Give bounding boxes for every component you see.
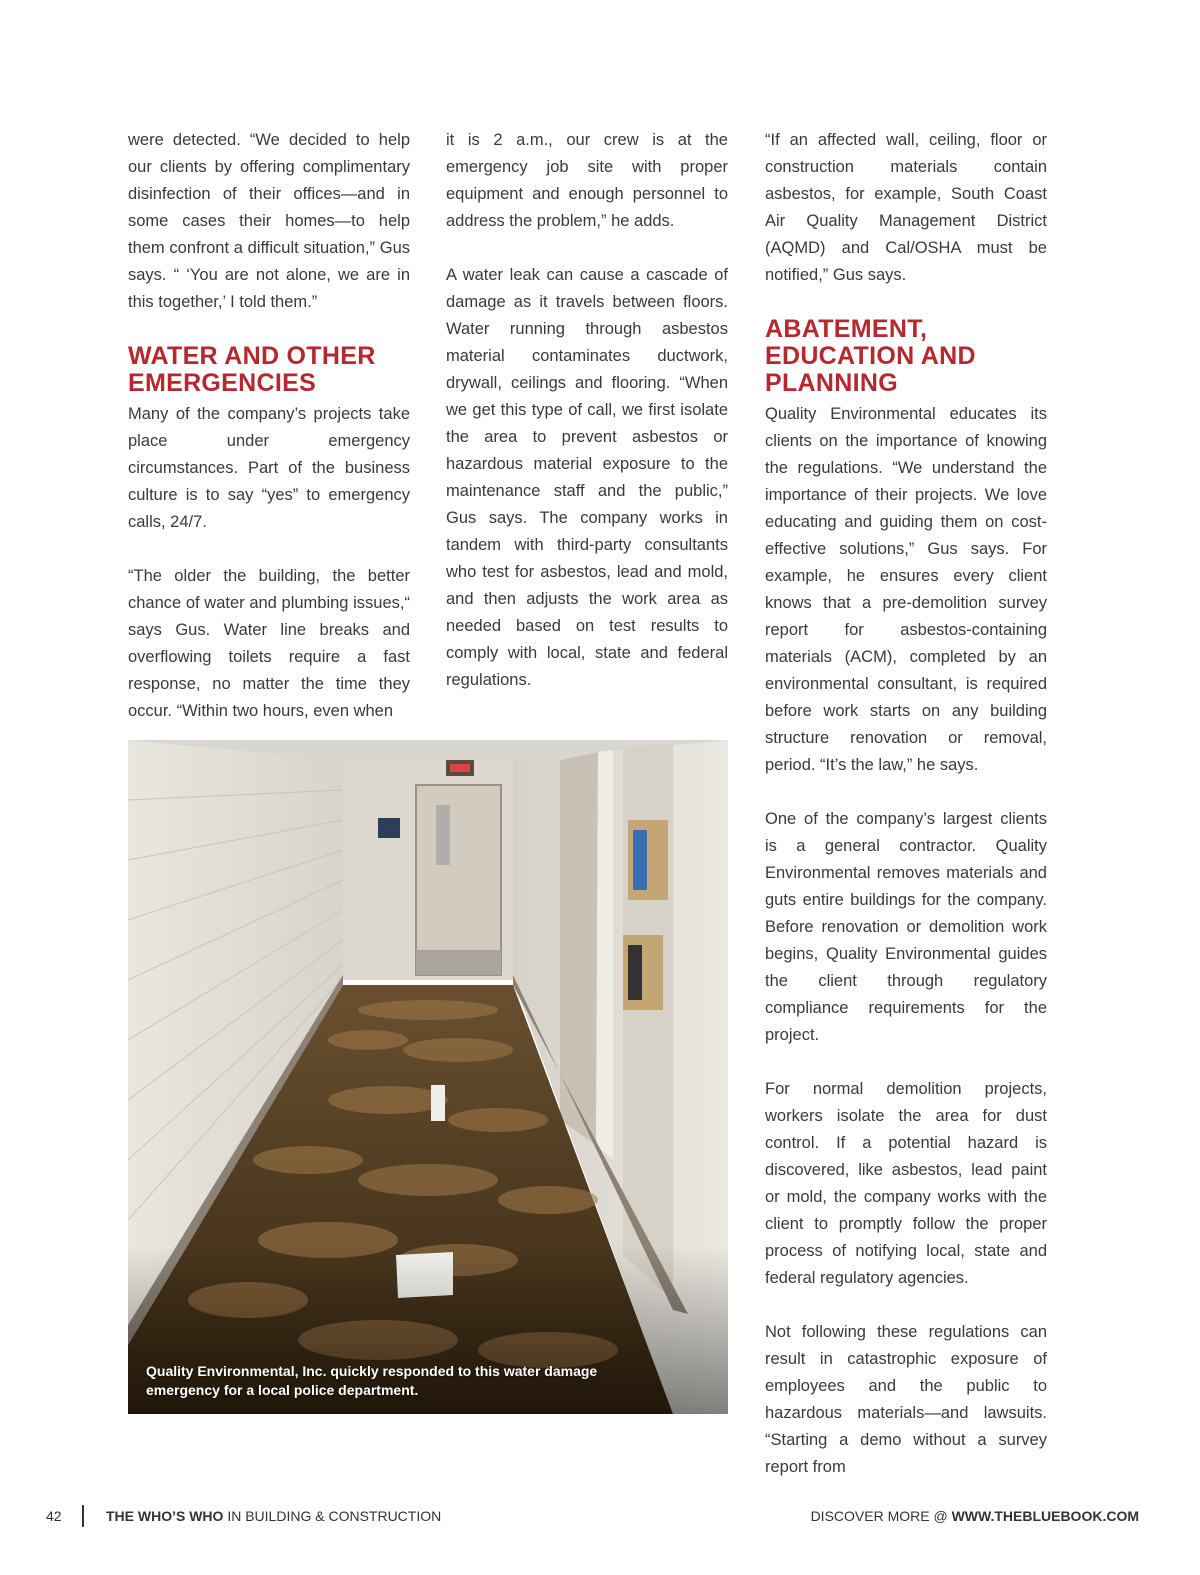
page-number: 42 (46, 1508, 62, 1524)
publication-title-rest: IN BUILDING & CONSTRUCTION (223, 1508, 442, 1524)
column-3-paragraph-2: Quality Environmental educates its clients on the importance of knowing the regulations. “We understand the importance of their projects. We love educating and guiding them on cost-effective solutions,” Gus says. For example, he ensures every client knows that a pre-demolition survey report for asbestos-containing materials (ACM), completed by an environmental consultant, is required before work starts on any building structure renovation or removal, period. “It’s the law,” he says. (765, 405, 1047, 774)
section-heading-water-emergencies: WATER AND OTHER EMERGENCIES (128, 342, 376, 397)
discover-more (811, 1505, 1139, 1527)
column-2-paragraph-2: A water leak can cause a cascade of damage as it travels between floors. Water running through asbestos material contaminates ductwork, drywall, ceilings and flooring. “When we get this type of call, we first isolate the area to prevent asbestos or hazardous material exposure to the maintenance staff and the public,” Gus says. The company works in tandem with third-party consultants who test for asbestos, lead and mold, and then adjusts the work area as needed based on test results to comply with local, state and federal regulations. (446, 266, 728, 689)
website-link[interactable]: WWW.THEBLUEBOOK.COM (951, 1508, 1139, 1524)
publication-title (106, 1505, 441, 1527)
footer-divider (82, 1505, 84, 1527)
column-1 (128, 127, 410, 752)
column-3-paragraph-1: “If an affected wall, ceiling, floor or construction materials contain asbestos, for example, South Coast Air Quality Management District (AQMD) and Cal/OSHA must be notified,” Gus says. (765, 131, 1047, 284)
photo-caption: Quality Environmental, Inc. quickly responded to this water damage emergency for a local police department. (146, 1363, 598, 1398)
column-3-paragraph-4: For normal demolition projects, workers isolate the area for dust control. If a potential hazard is discovered, like asbestos, lead paint or mold, the company works with the client to promptly follow the proper process of notifying local, state and federal regulatory agencies. (765, 1080, 1047, 1287)
hallway-illustration (128, 740, 728, 1414)
column-1-paragraph-2: Many of the company’s projects take place under emergency circumstances. Part of the business culture is to say “yes” to emergency calls, 24/7. (128, 405, 410, 531)
column-1-paragraph-1: were detected. “We decided to help our clients by offering complimentary disinfection of their offices—and in some cases their homes—to help them confront a difficult situation,” Gus says. “ ‘You are not alone, we are in this together,’ I told them.” (128, 131, 410, 311)
column-2 (446, 127, 728, 721)
column-3-paragraph-3: One of the company’s largest clients is a general contractor. Quality Environmental removes materials and guts entire buildings for the company. Before renovation or demolition work begins, Quality Environmental guides the client through regulatory compliance requirements for the project. (765, 810, 1047, 1044)
hallway-water-damage-photo (128, 740, 728, 1414)
publication-title-bold: THE WHO’S WHO (106, 1508, 224, 1524)
column-3 (765, 127, 1047, 1508)
column-3-paragraph-5: Not following these regulations can result in catastrophic exposure of employees and the public to hazardous materials—and lawsuits. “Starting a demo without a survey report from (765, 1323, 1047, 1476)
discover-prefix: DISCOVER MORE @ (810, 1508, 952, 1524)
section-heading-abatement: ABATEMENT, EDUCATION AND PLANNING (765, 315, 976, 397)
column-2-paragraph-1: it is 2 a.m., our crew is at the emergency job site with proper equipment and enough personnel to address the problem,” he adds. (446, 131, 728, 230)
column-1-paragraph-3: “The older the building, the better chance of water and plumbing issues,“ says Gus. Water line breaks and overflowing toilets require a fast response, no matter the time they occur. “Within two hours, even when (128, 567, 410, 720)
